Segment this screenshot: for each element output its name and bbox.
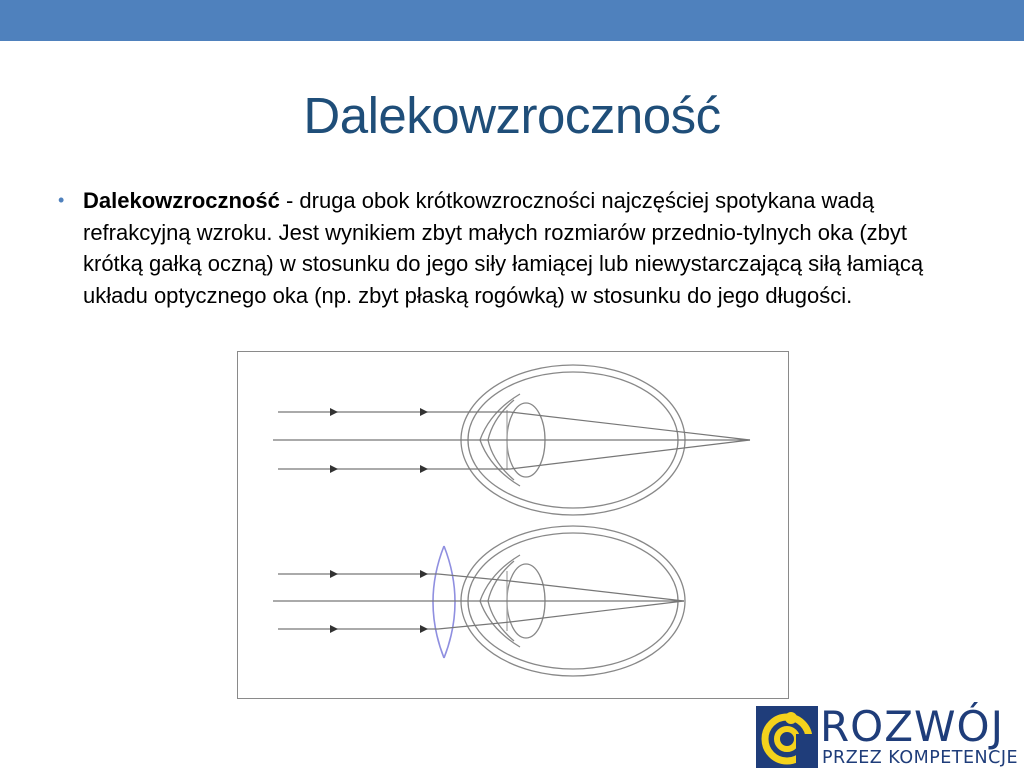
corrective-lens (433, 546, 455, 658)
logo-swirl-icon (756, 706, 818, 768)
slide-title: Dalekowzroczność (303, 87, 721, 144)
bullet-body: - druga obok krótkowzroczności najczęściej spotykana wadą refrakcyjną wzroku. Jest wynikiem zbyt małych rozmiarów przednio-tylnych oka (zbyt krótką gałką oczną) w stosunku do jego siły łamiącej lub niewystarczającą siłą łamiącą układu optycznego oka (np. zbyt płaską rogówką) w stosunku do jego długości. (83, 188, 924, 308)
top-accent-bar (0, 0, 1024, 41)
light-rays-top (273, 412, 750, 469)
hyperopia-diagram (237, 351, 789, 699)
eye-diagram-svg (238, 352, 788, 698)
rozwoj-logo (756, 702, 1024, 768)
bullet-term: Dalekowzroczność (83, 188, 280, 213)
logo-tagline: PRZEZ KOMPETENCJE (822, 748, 1019, 768)
logo-wordmark: ROZWÓJ (820, 702, 1004, 751)
bullet-icon: • (58, 190, 65, 210)
bullet-text (83, 185, 953, 311)
light-rays-bottom (273, 574, 684, 629)
